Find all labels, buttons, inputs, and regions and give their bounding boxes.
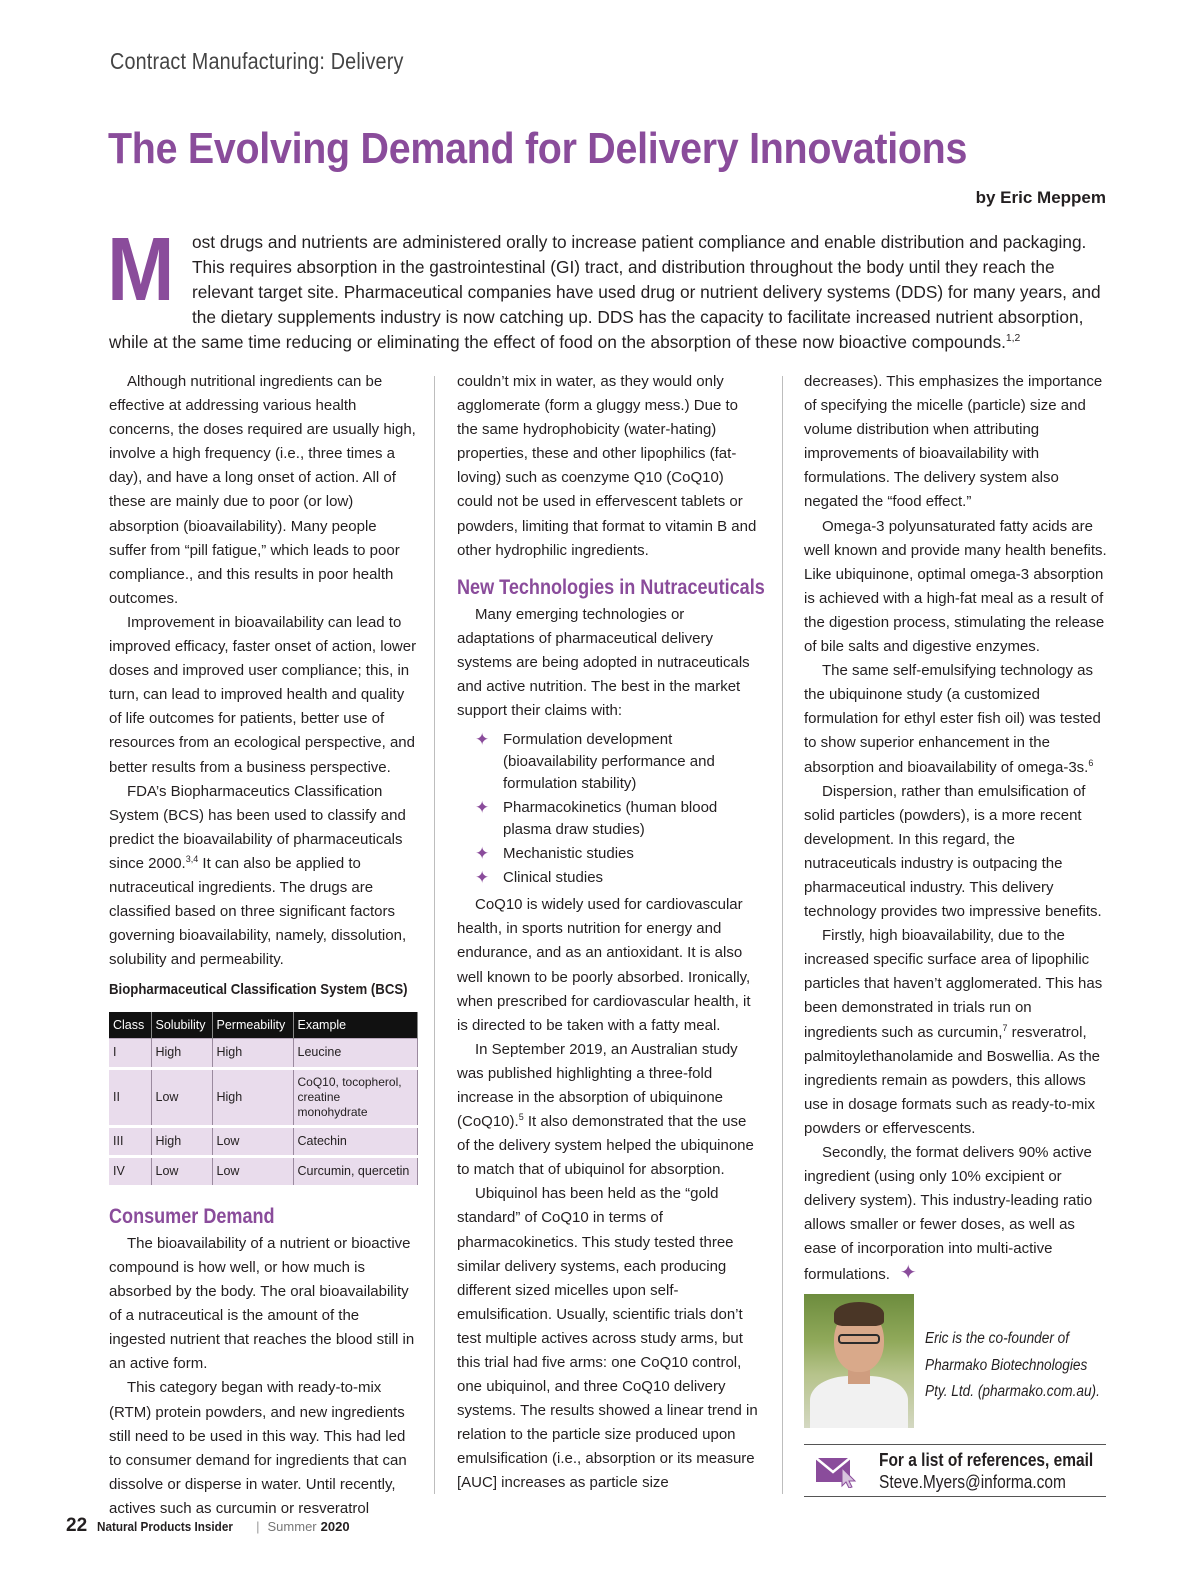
table-cell: High (151, 1126, 212, 1156)
drop-cap: M (107, 220, 175, 320)
body-paragraph (804, 659, 1109, 779)
body-paragraph: decreases). This emphasizes the importance of specifying the micelle (particle) size and volume distribution when attributing improvements of bioavailability with formulations. The delivery system also negated the “food effect.” (804, 373, 1103, 511)
paragraph-text: Firstly, high bioavailability, due to the increased specific surface area of lipophilic particles that haven’t agglomerated. This has been demonstrated in trials run on ingredients such as curcumin, (804, 927, 1103, 1041)
author-bio (925, 1326, 1100, 1406)
bio-line: Pty. Ltd. (pharmako.com.au). (925, 1383, 1100, 1400)
page-footer (66, 1515, 350, 1537)
table-header-cell: Solubility (151, 1012, 212, 1038)
list-item (475, 729, 762, 795)
table-header-cell: Permeability (212, 1012, 293, 1038)
body-paragraph: Many emerging technologies or adaptations of pharmaceutical delivery systems are being adopted in nutraceuticals and active nutrition. The best in the market support their claims with: (457, 605, 750, 720)
references-rule-top (804, 1444, 1106, 1445)
paragraph-text: resveratrol, palmitoylethanolamide and Boswellia. As the ingredients remain as powders, this allows use in dosage formats such as ready-to-mix powders or effervescents. (804, 1023, 1101, 1137)
table-cell: Curcumin, quercetin (293, 1156, 418, 1186)
subhead-consumer-demand: Consumer Demand (109, 1204, 275, 1228)
claims-list (475, 729, 762, 889)
table-cell: IV (109, 1156, 151, 1186)
issue-season: Summer (267, 1519, 317, 1534)
table-cell: Low (151, 1156, 212, 1186)
paragraph-text: The same self-emulsifying technology as the ubiquinone study (a customized formulation for ethyl ester fish oil) was tested to show superior enhancement in the absorption and bioavailability of omega-3s. (804, 662, 1101, 776)
photo-glasses (838, 1334, 880, 1344)
body-paragraph: Improvement in bioavailability can lead to improved efficacy, faster onset of action, lower doses and improved user compliance; this, in turn, can lead to improved health and quality of life outcomes for patients, better use of resources from an ecological perspective, and better results from a business perspective. (109, 613, 417, 776)
body-paragraph: Ubiquinol has been held as the “gold standard” of CoQ10 in terms of pharmacokinetics. This study tested three similar delivery systems, each producing different sized micelles upon self-emulsification. Usually, scientific trials don’t test multiple actives across study arms, but this trial had five arms: one CoQ10 control, one ubiquinol, and three CoQ10 delivery systems. The results showed a linear trend in relation to the particle size produced upon emulsification (i.e., absorption or its measure [AUC] increases as particle size (457, 1185, 758, 1492)
body-paragraph (457, 1038, 762, 1183)
references-label: For a list of references, email (879, 1450, 1094, 1470)
reference-superscript: 5 (518, 1112, 524, 1123)
body-paragraph: Although nutritional ingredients can be effective at addressing various health concerns, the doses required are usually high, involve a high frequency (i.e., three times a day), and have a long onset of action. All of these are mainly due to poor (or low) absorption (bioavailability). Many people suffer from “pill fatigue,” which leads to poor compliance., and this results in poor health outcomes. (109, 373, 416, 607)
body-paragraph (804, 1141, 1109, 1288)
section-label: Contract Manufacturing: Delivery (110, 48, 404, 74)
table-cell: III (109, 1126, 151, 1156)
table-row (109, 1068, 418, 1126)
table-cell: Low (151, 1068, 212, 1126)
paragraph-text: It can also be applied to nutraceutical ingredients. The drugs are classified based on three significant factors governing bioavailability, namely, dissolution, solubility and permeability. (109, 854, 407, 969)
table-cell: Leucine (293, 1038, 418, 1068)
article-title: The Evolving Demand for Delivery Innovations (108, 124, 968, 173)
table-header-row (109, 1012, 418, 1038)
column-divider-2 (782, 376, 783, 1494)
footer-divider: | (256, 1519, 260, 1534)
envelope-icon (814, 1454, 860, 1488)
paragraph-text: FDA’s Biopharmaceutics Classification System (BCS) has been used to classify and predict the bioavailability of pharmaceuticals since 2000. (109, 782, 406, 872)
list-item-text: Clinical studies (503, 869, 604, 887)
table-header-cell: Example (293, 1012, 418, 1038)
star-bullet-icon: ✦ (475, 798, 490, 818)
table-cell: CoQ10, tocopherol, creatine monohydrate (293, 1068, 418, 1126)
references-note (879, 1449, 1093, 1493)
table-cell: Low (212, 1126, 293, 1156)
column-divider-1 (434, 376, 435, 1494)
table-title: Biopharmaceutical Classification System (BCS) (109, 981, 408, 999)
byline: by Eric Meppem (975, 188, 1106, 207)
table-cell: I (109, 1038, 151, 1068)
table-row (109, 1156, 418, 1186)
table-header-cell: Class (109, 1012, 151, 1038)
body-paragraph: This category began with ready-to-mix (RTM) protein powders, and new ingredients still need to be used in this way. This had led to consumer demand for ingredients that can dissolve or disperse in water. Until recently, actives such as curcumin or resveratrol (109, 1379, 407, 1517)
table-cell: High (212, 1068, 293, 1126)
column-2 (457, 370, 765, 1496)
lede-text: ost drugs and nutrients are administered orally to increase patient compliance and enable distribution and packaging. This requires absorption in the gastrointestinal (GI) tract, and distribution throughout the body until they reach the relevant target site. Pharmaceutical companies have used drug or nutrient delivery systems (DDS) for many years, and the dietary supplements industry is now catching up. DDS has the capacity to facilitate increased nutrient absorption, while at the same time reducing or eliminating the effect of food on the absorption of these now bioactive compounds. (109, 232, 1101, 352)
column-1 (109, 370, 417, 1521)
body-paragraph (804, 924, 1109, 1141)
body-paragraph (109, 780, 417, 973)
bio-line: Eric is the co-founder of (925, 1330, 1070, 1347)
reference-superscript: 7 (1002, 1022, 1008, 1033)
paragraph-text: In September 2019, an Australian study was published highlighting a three-fold increase in the absorption of ubiquinone (CoQ10). (457, 1040, 738, 1131)
paragraph-text: It also demonstrated that the use of the delivery system helped the ubiquinone to match that of ubiquinol for absorption. (457, 1113, 754, 1179)
star-bullet-icon: ✦ (475, 844, 490, 864)
page-number: 22 (66, 1515, 88, 1536)
body-paragraph: Dispersion, rather than emulsification of solid particles (powders), is a more recent development. In this regard, the nutraceuticals industry is outpacing the pharmaceutical industry. This delivery technology provides two impressive benefits. (804, 782, 1102, 921)
publication-name: Natural Products Insider (97, 1519, 234, 1534)
list-item (475, 797, 762, 841)
table-row (109, 1038, 418, 1068)
list-item (475, 867, 762, 889)
table-cell: II (109, 1068, 151, 1126)
photo-hair (834, 1302, 884, 1326)
reference-superscript: 3,4 (185, 853, 199, 864)
paragraph-text: Secondly, the format delivers 90% active ingredient (using only 10% excipient or delivery system). This industry-leading ratio allows smaller or fewer doses, as well as ease of incorporation into multi-active formulations. (804, 1144, 1093, 1284)
column-3 (804, 370, 1109, 1288)
list-item (475, 843, 762, 865)
table-cell: High (151, 1038, 212, 1068)
table-cell: Catechin (293, 1126, 418, 1156)
table-row (109, 1126, 418, 1156)
list-item-text: Formulation development (bioavailability performance and formulation stability) (503, 731, 715, 793)
star-bullet-icon: ✦ (475, 868, 490, 888)
issue-year: 2020 (320, 1519, 350, 1534)
subhead-new-technologies: New Technologies in Nutraceuticals (457, 575, 765, 599)
references-rule-bottom (804, 1496, 1106, 1497)
lede-paragraph (107, 220, 1109, 355)
references-line (879, 1449, 1093, 1471)
bcs-table (109, 1012, 418, 1188)
list-item-text: Pharmacokinetics (human blood plasma draw studies) (503, 799, 718, 839)
body-paragraph: couldn’t mix in water, as they would only agglomerate (form a gluggy mess.) Due to the same hydrophobicity (water-hating) properties, these and other lipophilics (fat-loving) such as coenzyme Q10 (CoQ10) could not be used in effervescent tablets or powders, limiting that format to vitamin B and other hydrophilic ingredients. (457, 373, 757, 559)
body-paragraph: Omega-3 polyunsaturated fatty acids are well known and provide many health benefits. Like ubiquinone, optimal omega-3 absorption is achieved with a high-fat meal as a result of the digestion process, stimulating the release of bile salts and digestive enzymes. (804, 517, 1107, 656)
references-email[interactable]: Steve.Myers@informa.com (879, 1472, 1066, 1492)
reference-superscript: 6 (1088, 757, 1094, 768)
end-mark-star-icon: ✦ (899, 1262, 917, 1285)
body-paragraph: The bioavailability of a nutrient or bioactive compound is how well, or how much is absorbed by the body. The oral bioavailability of a nutraceutical is the amount of the ingested nutrient that reaches the blood still in an active form. (109, 1234, 415, 1373)
body-paragraph: CoQ10 is widely used for cardiovascular health, in sports nutrition for energy and endurance, and as an antioxidant. It is also well known to be poorly absorbed. Ironically, when prescribed for cardiovascular health, it is directed to be taken with a fatty meal. (457, 896, 751, 1034)
author-photo (804, 1294, 914, 1428)
bio-line: Pharmako Biotechnologies (925, 1356, 1088, 1374)
table-cell: Low (212, 1156, 293, 1186)
list-item-text: Mechanistic studies (503, 845, 634, 863)
star-bullet-icon: ✦ (475, 730, 490, 750)
table-cell: High (212, 1038, 293, 1068)
lede-reference: 1,2 (1005, 333, 1021, 345)
